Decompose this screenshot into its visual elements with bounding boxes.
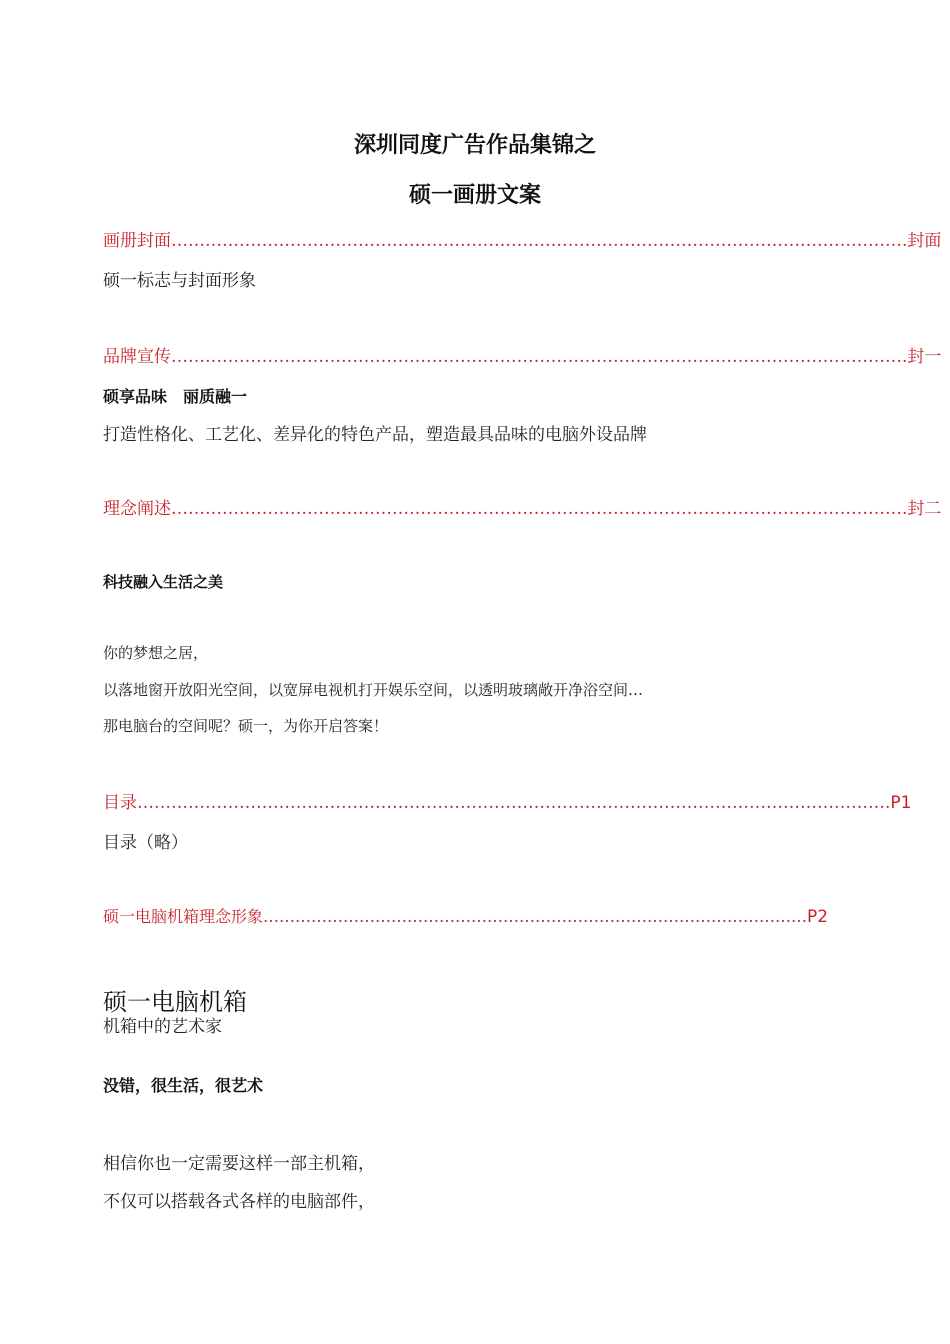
toc-leader-dots: ………………………………………………………………………………………………………………… xyxy=(171,231,902,251)
toc-entry-label: 品牌宣传 xyxy=(103,347,171,367)
toc-entry-contents xyxy=(103,788,912,814)
toc-entry-label: 目录 xyxy=(103,793,137,813)
toc-entry-label: 画册封面 xyxy=(103,231,171,251)
toc-entry-page: .P1 xyxy=(885,793,912,813)
document-title-line2: 硕一画册文案 xyxy=(408,182,541,208)
toc-entry-label: 理念阐述 xyxy=(103,499,171,519)
contents-description: 目录（略） xyxy=(103,833,188,853)
brand-slogan: 硕享品味 丽质融一 xyxy=(103,387,248,406)
concept-line-1: 你的梦想之居， xyxy=(103,644,209,662)
toc-leader-dots: ………………………………………………………………………………………… xyxy=(263,907,808,926)
toc-leader-dots: …………………………………………………………………………………………………………………… xyxy=(137,793,885,813)
toc-entry-brand xyxy=(103,342,942,368)
toc-leader-dots: ………………………………………………………………………………………………………………… xyxy=(171,347,902,367)
toc-leader-dots: ………………………………………………………………………………………………………………… xyxy=(171,499,902,519)
document-title-line1: 深圳同度广告作品集锦之 xyxy=(353,132,596,158)
brand-text: 打造性格化、工艺化、差异化的特色产品，塑造最具品味的电脑外设品牌 xyxy=(103,425,647,445)
toc-entry-cover xyxy=(103,226,942,252)
toc-entry-chassis xyxy=(103,904,829,930)
toc-entry-page: .封一 xyxy=(902,347,942,367)
concept-heading: 科技融入生活之美 xyxy=(103,573,224,591)
toc-entry-page: .封面 xyxy=(902,231,942,251)
chassis-line-1: 相信你也一定需要这样一部主机箱， xyxy=(103,1154,375,1174)
chassis-subtitle: 机箱中的艺术家 xyxy=(103,1017,222,1037)
chassis-slogan: 没错，很生活，很艺术 xyxy=(103,1076,264,1095)
toc-entry-label: 硕一电脑机箱理念形象 xyxy=(103,907,264,926)
toc-entry-page: .封二 xyxy=(902,499,942,519)
toc-entry-page: P2 xyxy=(807,907,829,927)
chassis-title: 硕一电脑机箱 xyxy=(103,988,247,1016)
toc-entry-concept xyxy=(103,494,942,520)
concept-line-3: 那电脑台的空间呢？硕一，为你开启答案！ xyxy=(103,717,389,735)
concept-line-2: 以落地窗开放阳光空间，以宽屏电视机打开娱乐空间，以透明玻璃敞开净浴空间… xyxy=(103,681,644,699)
chassis-line-2: 不仅可以搭载各式各样的电脑部件， xyxy=(103,1192,375,1212)
cover-description: 硕一标志与封面形象 xyxy=(103,271,256,291)
